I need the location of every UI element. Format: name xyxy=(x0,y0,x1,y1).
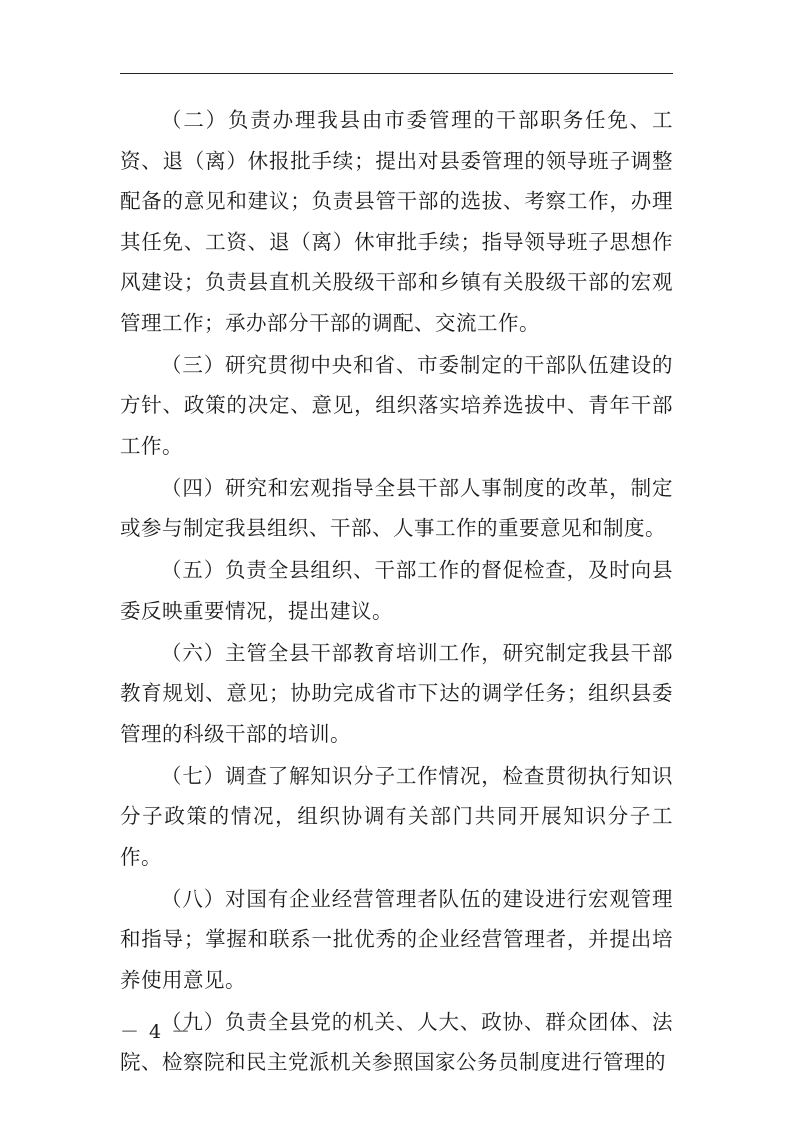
document-body xyxy=(120,100,673,1084)
paragraph-4: （四）研究和宏观指导全县干部人事制度的改革，制定或参与制定我县组织、干部、人事工作的重要意见和制度。 xyxy=(120,475,673,540)
paragraph-2: （二）负责办理我县由市委管理的干部职务任免、工资、退（离）休报批手续；提出对县委管理的领导班子调整配备的意见和建议；负责县管干部的选拔、考察工作，办理其任免、工资、退（离）休审批手续；指导领导班子思想作风建设；负责县直机关股级干部和乡镇有关股级干部的宏观管理工作；承办部分干部的调配、交流工作。 xyxy=(120,108,673,335)
paragraph-7: （七）调查了解知识分子工作情况，检查贯彻执行知识分子政策的情况，组织协调有关部门共同开展知识分子工作。 xyxy=(120,763,673,869)
paragraph-5: （五）负责全县组织、干部工作的督促检查，及时向县委反映重要情况，提出建议。 xyxy=(120,558,673,623)
header-rule xyxy=(120,73,673,74)
paragraph-3: （三）研究贯彻中央和省、市委制定的干部队伍建设的方针、政策的决定、意见，组织落实培养选拔中、青年干部工作。 xyxy=(120,352,673,458)
page-number: － 4 － xyxy=(120,1021,193,1043)
paragraph-9: （九）负责全县党的机关、人大、政协、群众团体、法院、检察院和民主党派机关参照国家公务员制度进行管理的 xyxy=(120,1009,673,1074)
paragraph-8: （八）对国有企业经营管理者队伍的建设进行宏观管理和指导；掌握和联系一批优秀的企业经营管理者，并提出培养使用意见。 xyxy=(120,886,673,992)
paragraph-6: （六）主管全县干部教育培训工作，研究制定我县干部教育规划、意见；协助完成省市下达的调学任务；组织县委管理的科级干部的培训。 xyxy=(120,640,673,746)
